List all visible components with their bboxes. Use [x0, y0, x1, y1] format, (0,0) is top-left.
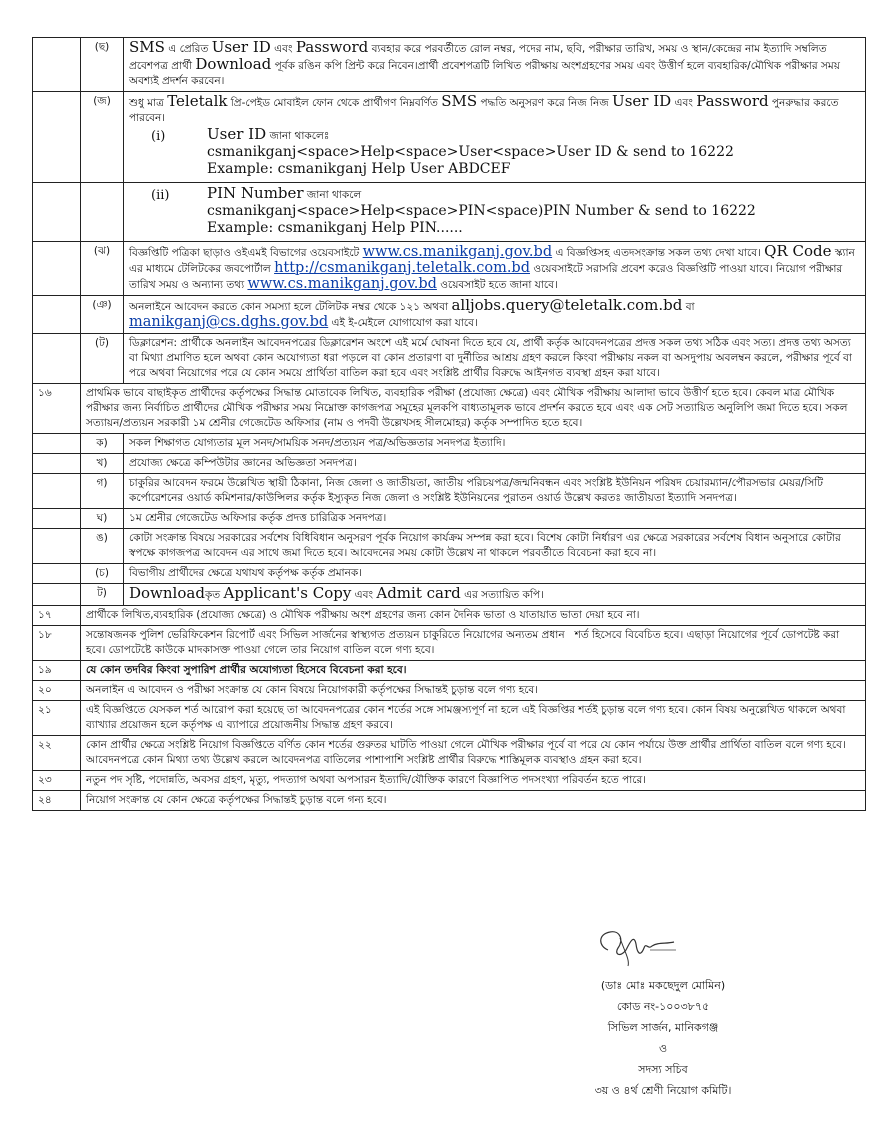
- clause-number: [33, 584, 81, 606]
- condition-row: [33, 701, 866, 736]
- clause-text: বিভাগীয় প্রার্থীদের ক্ষেত্রে যথাযথ কর্তৃপক্ষ কর্তৃক প্রমানক।: [124, 564, 866, 584]
- sub-clause-label: ঘ): [81, 509, 124, 529]
- condition-row: [33, 771, 866, 791]
- notice-conditions-table: [32, 37, 866, 811]
- condition-row: [33, 38, 866, 92]
- clause-number: [33, 434, 81, 454]
- condition-row: [33, 334, 866, 384]
- condition-row: [33, 296, 866, 334]
- clause-number: [33, 38, 81, 92]
- clause-number: [33, 454, 81, 474]
- condition-row: [33, 736, 866, 771]
- condition-row: [33, 626, 866, 661]
- handwritten-signature: [590, 920, 680, 968]
- clause-text: প্রযোজ্য ক্ষেত্রে কম্পিউটার জ্ঞানের অভিজ্ঞতা সনদপত্র।: [124, 454, 866, 474]
- clause-text: যে কোন তদবির কিংবা সুপারিশ প্রার্থীর অযোগ্যতা হিসেবে বিবেচনা করা হবে।: [81, 661, 866, 681]
- condition-row: [33, 606, 866, 626]
- sub-clause-label: [81, 183, 124, 242]
- clause-number: ২১: [33, 701, 81, 736]
- sub-clause-label: (ছ): [81, 38, 124, 92]
- clause-text: কোন প্রার্থীর ক্ষেত্রে সংশ্লিষ্ট নিয়োগ বিজ্ঞপ্তিতে বর্ণিত কোন শর্তের গুরুতর ঘাটতি পাওয়া গেলে মৌখিক পরীক্ষার পূর্বে বা পরে যে কোন পর্যায়ে উক্ত প্রার্থীর প্রার্থিতা বাতিল বলে গণ্য হবে। আবেদনপত্রে কোন মিথ্যা তথ্য উল্লেখ করলে আবেদনপত্র বাতিলের পাশাপাশি সংশ্লিষ্ট প্রার্থীর বিরুদ্ধে শাস্তিমূলক ব্যবস্থাও গ্রহন করা হবে।: [81, 736, 866, 771]
- sub-clause-label: (ট): [81, 334, 124, 384]
- clause-number: [33, 183, 81, 242]
- clause-number: ২২: [33, 736, 81, 771]
- clause-number: ১৭: [33, 606, 81, 626]
- clause-number: ১৬: [33, 384, 81, 434]
- signature-block: [548, 975, 778, 1101]
- clause-text: ডিক্লারেশন: প্রার্থীকে অনলাইন আবেদনপত্রের ডিক্লারেশন অংশে এই মর্মে ঘোষনা দিতে হবে যে, প্রার্থী কর্তৃক আবেদনপত্রের প্রদত্ত সকল তথ্য সঠিক এবং সত্য। প্রদত্ত তথ্য অসত্য বা মিথ্যা প্রমাণিত হলে অথবা কোন অযোগ্যতা ধরা পড়লে বা কোন প্রতারণা বা দুর্নীতির আশ্রয় গ্রহণ করলে কিংবা পরীক্ষায় নকল বা অসদুপায় অবলম্বন করলে, পরীক্ষার পূর্বে বা পরে অথবা নিয়োগের পরে যে কোন সময়ে প্রার্থিতা বাতিল করা হবে এবং সংশ্লিষ্ট প্রার্থীর বিরুদ্ধে আইনগত ব্যবস্থা গ্রহন করা যাবে।: [124, 334, 866, 384]
- clause-text: SMS এ প্রেরিত User ID এবং Password ব্যবহার করে পরবর্তীতে রোল নম্বর, পদের নাম, ছবি, পরীক্ষার তারিখ, সময় ও স্থান/কেন্দ্রের নাম ইত্যাদি সম্বলিত প্রবেশপত্র প্রার্থী Download পূর্বক রঙিন কপি প্রিন্ট করে নিবেন।প্রার্থী প্রবেশপত্রটি লিখিত পরীক্ষায় অংশগ্রহণের সময় এবং উত্তীর্ণ হলে ব্যবহারিক/মৌখিক পরীক্ষার সময় অবশ্যই প্রদর্শন করবেন।: [124, 38, 866, 92]
- condition-row: [33, 681, 866, 701]
- clause-number: [33, 92, 81, 183]
- condition-row: [33, 242, 866, 296]
- clause-number: ১৯: [33, 661, 81, 681]
- condition-row: [33, 384, 866, 434]
- clause-text: সন্তোষজনক পুলিশ ভেরিফিকেশন রিপোর্ট এবং সিভিল সার্জনের স্বাস্থ্যগত প্রত্যয়ন চাকুরিতে নিয়োগের অন্যতম প্রধান শর্ত হিসেবে বিবেচিত হবে। এছাড়া নিয়োগের পূর্বে ডোপটেষ্ট করা হবে। ডোপটেষ্টে কাউকে মাদকাসক্ত পাওয়া গেলে তার নিয়োগ বাতিল বলে গণ্য হবে।: [81, 626, 866, 661]
- clause-text: বিজ্ঞপ্তিটি পত্রিকা ছাড়াও ওইএমই বিভাগের ওয়েবসাইটে www.cs.manikganj.gov.bd এ বিজ্ঞপ্তিসহ এতদসংক্রান্ত সকল তথ্য দেখা যাবে। QR Code স্ক্যান এর মাধ্যমে টেলিটকের জবপোর্টাল http://csmanikganj.teletalk.com.bd ওয়েবসাইটে সরাসরি প্রবেশ করেও বিজ্ঞপ্তিটি পাওয়া যাবে। নিয়োগ পরীক্ষার তারিখ সময় ও অন্যান্য তথ্য www.cs.manikganj.gov.bd ওয়েবসাইট হতে জানা যাবে।: [124, 242, 866, 296]
- condition-row: [33, 509, 866, 529]
- condition-row: [33, 474, 866, 509]
- clause-number: [33, 509, 81, 529]
- signatory-name: (ডাঃ মোঃ মকছেদুল মোমিন): [600, 979, 726, 992]
- sub-clause-label: (ঝ): [81, 242, 124, 296]
- sub-clause-label: খ): [81, 454, 124, 474]
- condition-row: [33, 584, 866, 606]
- condition-row: [33, 564, 866, 584]
- clause-text: অনলাইন এ আবেদন ও পরীক্ষা সংক্রান্ত যে কোন বিষয়ে নিয়োগকারী কর্তৃপক্ষের সিদ্ধান্তই চুড়ান্ত বলে গণ্য হবে।: [81, 681, 866, 701]
- sub-clause-label: (ঞ): [81, 296, 124, 334]
- clause-text: নিয়োগ সংক্রান্ত যে কোন ক্ষেত্রে কর্তৃপক্ষের সিদ্ধান্তই চুড়ান্ত বলে গন্য হবে।: [81, 791, 866, 811]
- clause-text: এই বিজ্ঞপ্তিতে যেসকল শর্ত আরোপ করা হয়েছে তা আবেদনপত্রের কোন শর্তের সঙ্গে সামঞ্জস্যপূর্ণ না হলে এই বিজ্ঞপ্তির শর্তই চুড়ান্ত বলে গণ্য হবে। কোন বিষয় অনুল্লেখিত থাকলে অথবা ব্যাখ্যার প্রয়োজন হলে কর্তৃপক্ষ এ ব্যাপারে প্রয়োজনীয় সিদ্ধান্ত গ্রহণ করবে।: [81, 701, 866, 736]
- clause-number: ২০: [33, 681, 81, 701]
- clause-number: [33, 564, 81, 584]
- clause-text: সকল শিক্ষাগত যোগ্যতার মূল সনদ/সাময়িক সনদ/প্রত্যয়ন পত্র/অভিজ্ঞতার সনদপত্র ইত্যাদি।: [124, 434, 866, 454]
- clause-text: অনলাইনে আবেদন করতে কোন সমস্যা হলে টেলিটক নম্বর থেকে ১২১ অথবা alljobs.query@teletalk.com.bd বা manikganj@cs.dghs.gov.bd এই ই-মেইলে যোগাযোগ করা যাবে।: [124, 296, 866, 334]
- clause-text: প্রাথমিক ভাবে বাছাইকৃত প্রার্থীদের কর্তৃপক্ষের সিদ্ধান্ত মোতাবেক লিখিত, ব্যবহারিক পরীক্ষা (প্রযোজ্য ক্ষেত্রে) এবং মৌখিক পরীক্ষায় আলাদা ভাবে উত্তীর্ণ হতে হবে। কেবল মাত্র মৌখিক পরীক্ষার জন্য নির্বাচিত প্রার্থীদের মৌখিক পরীক্ষার সময় নিম্নোক্ত কাগজপত্র সমূহের মূলকপি বাধ্যতামূলক ভাবে প্রদর্শন করতে হবে এবং এক সেট সত্যায়িত অনুলিপি জমা দিতে হবে। সকল সত্যায়ন/প্রত্যয়ন সরকারী ১ম শ্রেনীর গেজেটেড অফিসার (নাম ও পদবী উল্লেখসহ সীলমোহর) কর্তৃক সম্পাদিত হতে হবে।: [81, 384, 866, 434]
- signatory-code: কোড নং-১০০৩৮৭৫: [616, 1000, 710, 1013]
- clause-number: [33, 529, 81, 564]
- condition-row: [33, 183, 866, 242]
- clause-number: ২৪: [33, 791, 81, 811]
- clause-text: প্রার্থীকে লিখিত,ব্যবহারিক (প্রযোজ্য ক্ষেত্রে) ও মৌখিক পরীক্ষায় অংশ গ্রহণের জন্য কোন দৈনিক ভাতা ও যাতায়াত ভাতা দেয়া হবে না।: [81, 606, 866, 626]
- condition-row: [33, 434, 866, 454]
- clause-text: (ii) PIN Number জানা থাকলে csmanikganj<space>Help<space>PIN<space)PIN Number & send to 16222 Example: csmanikganj Help PIN......: [124, 183, 866, 242]
- clause-number: ১৮: [33, 626, 81, 661]
- clause-number: [33, 296, 81, 334]
- sub-clause-label: গ): [81, 474, 124, 509]
- condition-row: [33, 454, 866, 474]
- clause-text: ১ম শ্রেনীর গেজেটেড অফিসার কর্তৃক প্রদত্ত চারিত্রিক সনদপত্র।: [124, 509, 866, 529]
- clause-text: নতুন পদ সৃষ্টি, পদোন্নতি, অবসর গ্রহণ, মৃত্যু, পদত্যাগ অথবা অপসারন ইত্যাদি/যৌক্তিক কারণে বিজ্ঞাপিত পদসংখ্যা পরিবর্তন হতে পারে।: [81, 771, 866, 791]
- clause-text: চাকুরির আবেদন ফরমে উল্লেখিত স্থায়ী ঠিকানা, নিজ জেলা ও জাতীয়তা, জাতীয় পরিচয়পত্র/জন্মনিবন্ধন এবং সংশ্লিষ্ট ইউনিয়ন পরিষদ চেয়ারম্যান/পৌরসভার মেয়র/সিটি কর্পোরেশনের ওয়ার্ড কমিশনার/কাউন্সিলর কর্তৃক ইস্যুকৃত নিজ জেলা ও সংশ্লিষ্ট ইউনিয়নের পুরাতন ওয়ার্ড উল্লেখ করতঃ জাতীয়তা ইত্যাদি সনদপত্র।: [124, 474, 866, 509]
- clause-text: শুধু মাত্র Teletalk প্রি-পেইড মোবাইল ফোন থেকে প্রার্থীগণ নিম্নবর্ণিত SMS পদ্ধতি অনুসরণ করে নিজ নিজ User ID এবং Password পুনরুদ্ধার করতে পারবেন। (i) User ID জানা থাকলেঃ csmanikganj<space>Help<space>User<space>User ID & send to 16222 Example: csmanikganj Help User ABDCEF: [124, 92, 866, 183]
- signatory-designation: সিভিল সার্জন, মানিকগঞ্জ: [607, 1021, 719, 1034]
- clause-number: ২৩: [33, 771, 81, 791]
- signatory-conjunction: ও: [658, 1042, 668, 1055]
- condition-row: [33, 791, 866, 811]
- clause-text: Downloadকৃত Applicant's Copy এবং Admit card এর সত্যায়িত কপি।: [124, 584, 866, 606]
- signatory-committee: ৩য় ও ৪র্থ শ্রেণী নিয়োগ কমিটি।: [594, 1084, 732, 1097]
- sub-clause-label: ঙ): [81, 529, 124, 564]
- clause-number: [33, 474, 81, 509]
- clause-text: কোটা সংক্রান্ত বিষয়ে সরকারের সর্বশেষ বিধিবিধান অনুসরণ পূর্বক নিয়োগ কার্যক্রম সম্পন্ন করা হবে। বিশেষ কোটা নির্ধারণ এর ক্ষেত্রে সরকারের সর্বশেষ বিধান অনুসারে কোটার স্বপক্ষে কাগজপত্র আবেদন এর সাথে জমা দিতে হবে। আবেদনের সময় কোটা উল্লেখ না থাকলে পরবর্তীতে বিবেচনা করা হবে না।: [124, 529, 866, 564]
- sub-clause-label: ক): [81, 434, 124, 454]
- sub-clause-label: (জ): [81, 92, 124, 183]
- sub-clause-label: (চ): [81, 564, 124, 584]
- signatory-role: সদস্য সচিব: [638, 1063, 688, 1076]
- clause-number: [33, 334, 81, 384]
- sub-clause-label: ট): [81, 584, 124, 606]
- condition-row: [33, 661, 866, 681]
- condition-row: [33, 529, 866, 564]
- clause-number: [33, 242, 81, 296]
- condition-row: [33, 92, 866, 183]
